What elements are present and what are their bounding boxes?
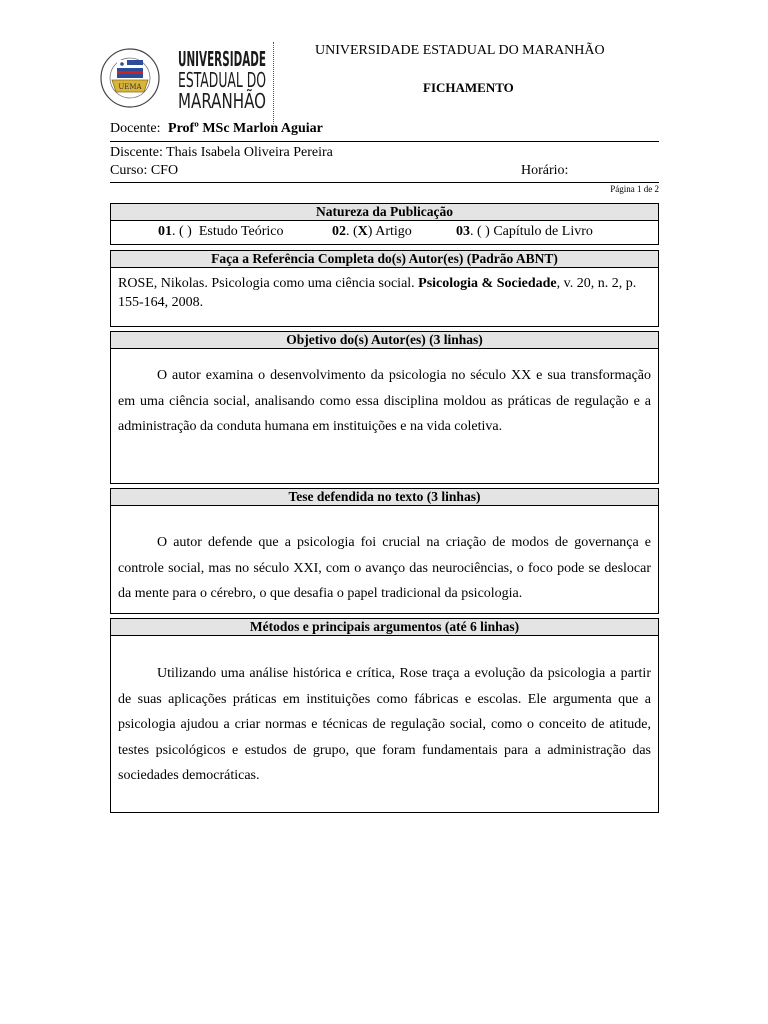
logo-line-2: ESTADUAL DO <box>178 68 266 92</box>
option-mark: ( ) <box>179 224 192 239</box>
referencia-suffix: , v. 20, n. 2, p. 155-164, 2008. <box>118 276 637 310</box>
referencia-title: Faça a Referência Completa do(s) Autor(es) (Padrão ABNT) <box>111 251 658 268</box>
option-mark-close: ) <box>367 224 373 239</box>
discente-row <box>110 145 659 161</box>
metodos-text: Utilizando uma análise histórica e crítica, Rose traça a evolução da psicologia a partir de suas aplicações práticas em instituições como fábricas e escolas. Ele argumenta que a psicologia ajudou a criar normas e técnicas de regulação social, como o conceito de atitude, testes psicológicos e estudos de grupo, que foram fundamentais para a administração das sociedades democráticas. <box>118 666 651 783</box>
option-number: 02 <box>332 224 346 239</box>
page-number: Página 1 de 2 <box>610 184 659 194</box>
option-mark-x: X <box>357 224 368 239</box>
docente-label: Docente: <box>110 121 161 136</box>
option-number: 01 <box>158 224 172 239</box>
curso-row <box>110 163 659 183</box>
objetivo-section <box>110 331 659 484</box>
seal-label: UEMA <box>118 83 142 91</box>
university-name: UNIVERSIDADE ESTADUAL DO MARANHÃO <box>315 43 605 58</box>
option-label: Capítulo de Livro <box>493 224 593 239</box>
tese-title: Tese defendida no texto (3 linhas) <box>111 489 658 506</box>
metodos-section <box>110 618 659 813</box>
tese-section <box>110 488 659 614</box>
document-header <box>100 40 660 120</box>
logo-line-1: UNIVERSIDADE <box>178 47 266 71</box>
discente-label: Discente: <box>110 145 163 160</box>
option-artigo: 02. (X) Artigo <box>332 224 412 239</box>
metodos-title: Métodos e principais argumentos (até 6 linhas) <box>111 619 658 636</box>
option-capitulo-livro: 03. ( ) Capítulo de Livro <box>456 224 593 239</box>
objetivo-title: Objetivo do(s) Autor(es) (3 linhas) <box>111 332 658 349</box>
referencia-section <box>110 250 659 327</box>
option-number: 03 <box>456 224 470 239</box>
option-mark-open: ( <box>353 224 358 239</box>
docente-row <box>110 121 659 142</box>
horario-label: Horário: <box>521 163 569 178</box>
option-label: Artigo <box>375 224 412 239</box>
document-title: FICHAMENTO <box>423 80 514 95</box>
uema-logo <box>100 40 270 120</box>
objetivo-text: O autor examina o desenvolvimento da psicologia no século XX e sua transformação em uma ciência social, analisando como essa disciplina moldou as práticas de regulação e a administração da conduta humana em instituições e na vida coletiva. <box>118 368 651 434</box>
logo-line-3: MARANHÃO <box>178 89 266 113</box>
option-estudo-teorico: 01. ( ) Estudo Teórico <box>158 224 284 239</box>
referencia-journal: Psicologia & Sociedade <box>418 276 557 291</box>
header-divider <box>273 42 274 124</box>
natureza-section <box>110 203 659 245</box>
natureza-options <box>111 221 658 243</box>
tese-text: O autor defende que a psicologia foi crucial na criação de modos de governança e controle social, mas no século XXI, com o avanço das neurociências, o foco pode se deslocar da mente para o cérebro, o que desafia o papel tradicional da psicologia. <box>118 535 651 601</box>
option-label: Estudo Teórico <box>198 224 284 239</box>
docente-value: Profº MSc Marlon Aguiar <box>168 121 323 136</box>
curso-label: Curso: <box>110 163 148 178</box>
curso-value: CFO <box>150 163 179 178</box>
referencia-text <box>111 268 658 312</box>
option-mark: ( ) <box>477 224 490 239</box>
discente-value: Thais Isabela Oliveira Pereira <box>166 145 333 160</box>
natureza-title: Natureza da Publicação <box>111 204 658 221</box>
referencia-prefix: ROSE, Nikolas. Psicologia como uma ciência social. <box>118 276 419 291</box>
